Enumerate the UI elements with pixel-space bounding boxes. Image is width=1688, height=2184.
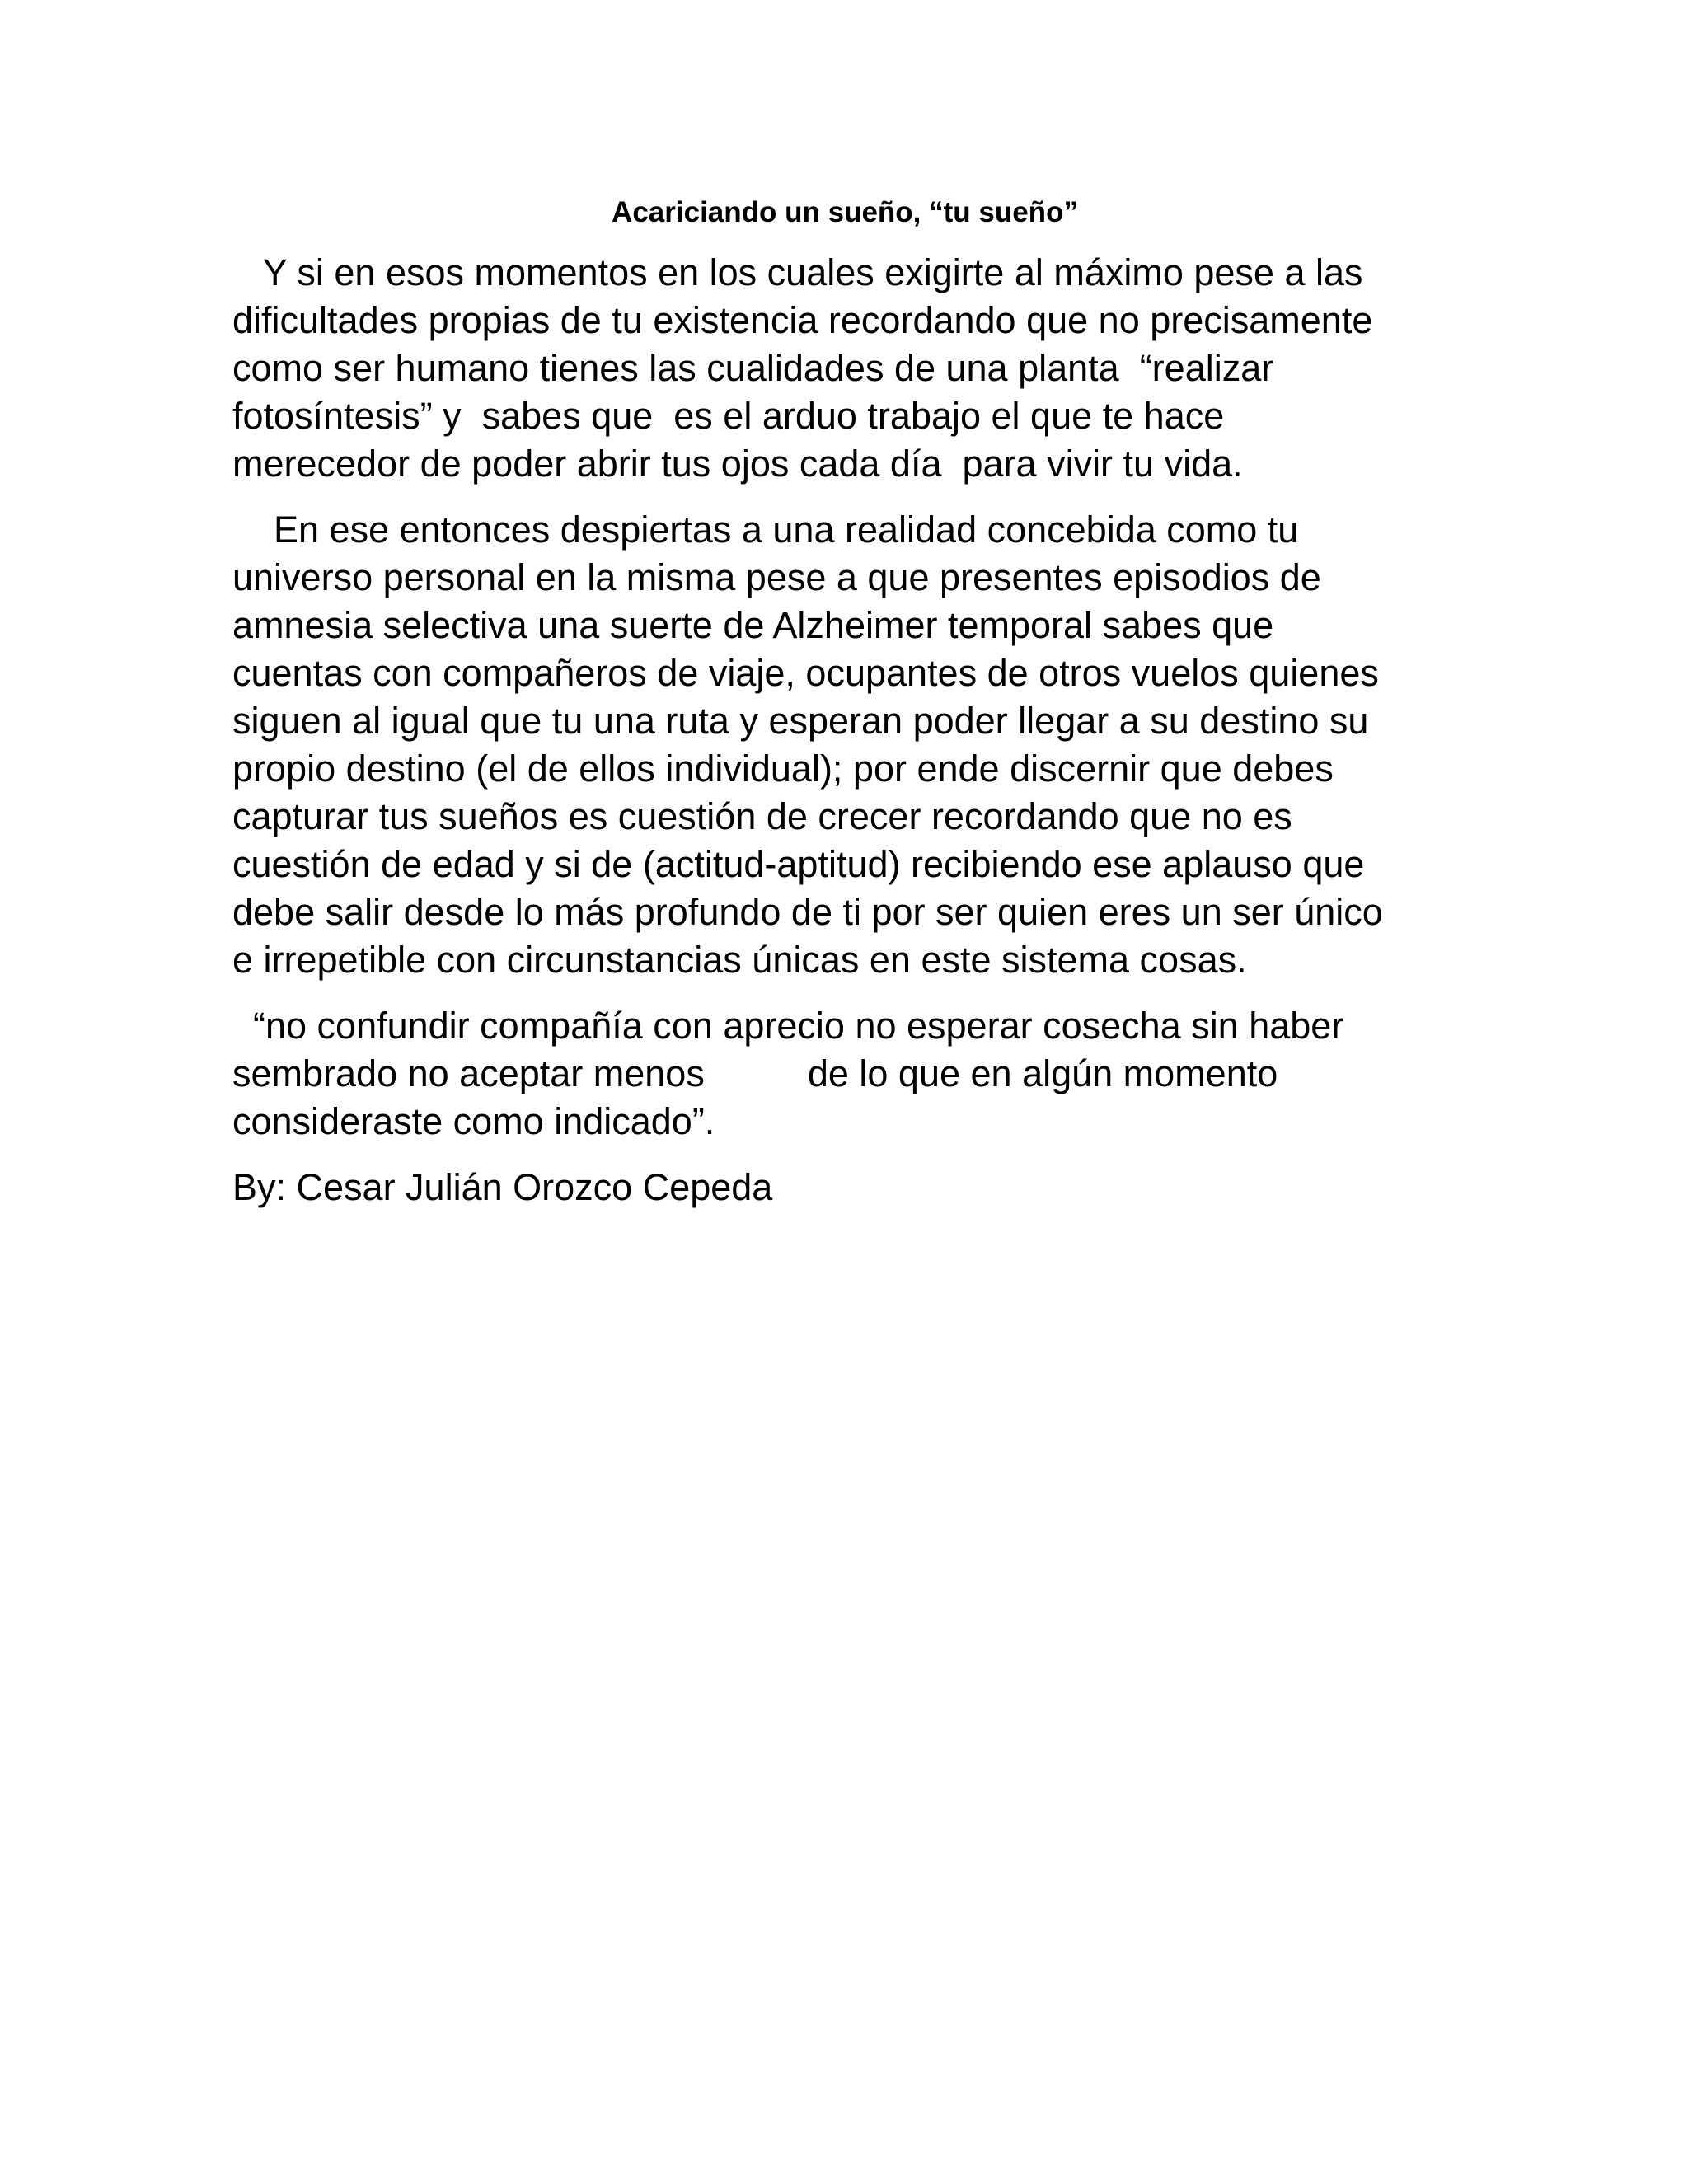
document-body: [232, 249, 1485, 1212]
paragraph-1: [232, 249, 1485, 488]
text-line: consideraste como indicado”.: [232, 1100, 715, 1142]
text-line: como ser humano tienes las cualidades de una planta “realizar: [232, 347, 1274, 389]
text-line: sembrado no aceptar menos de lo que en algún momento: [232, 1052, 1278, 1094]
text-line: dificultades propias de tu existencia recordando que no precisamente: [232, 299, 1373, 341]
document-title: Acariciando un sueño, “tu sueño”: [612, 196, 1078, 228]
text-line: cuestión de edad y si de (actitud-aptitud) recibiendo ese aplauso que: [232, 843, 1365, 885]
text-line: universo personal en la misma pese a que presentes episodios de: [232, 556, 1321, 598]
paragraph-2: [232, 506, 1485, 984]
paragraph-3-quote: [232, 1002, 1485, 1146]
text-line: debe salir desde lo más profundo de ti por ser quien eres un ser único: [232, 891, 1383, 933]
text-line: En ese entonces despiertas a una realidad concebida como tu: [232, 509, 1299, 551]
text-line: amnesia selectiva una suerte de Alzheimer temporal sabes que: [232, 604, 1274, 646]
text-line: e irrepetible con circunstancias únicas en este sistema cosas.: [232, 939, 1247, 981]
text-line: “no confundir compañía con aprecio no esperar cosecha sin haber: [232, 1005, 1344, 1047]
text-line: Y si en esos momentos en los cuales exigirte al máximo pese a las: [232, 251, 1363, 293]
text-line: siguen al igual que tu una ruta y esperan poder llegar a su destino su: [232, 700, 1369, 742]
text-line: capturar tus sueños es cuestión de crecer recordando que no es: [232, 795, 1292, 837]
author-byline: By: Cesar Julián Orozco Cepeda: [232, 1166, 773, 1208]
text-line: cuentas con compañeros de viaje, ocupantes de otros vuelos quienes: [232, 652, 1379, 694]
text-line: merecedor de poder abrir tus ojos cada día para vivir tu vida.: [232, 443, 1243, 485]
text-line: fotosíntesis” y sabes que es el arduo trabajo el que te hace: [232, 395, 1225, 437]
text-line: propio destino (el de ellos individual); por ende discernir que debes: [232, 748, 1334, 790]
